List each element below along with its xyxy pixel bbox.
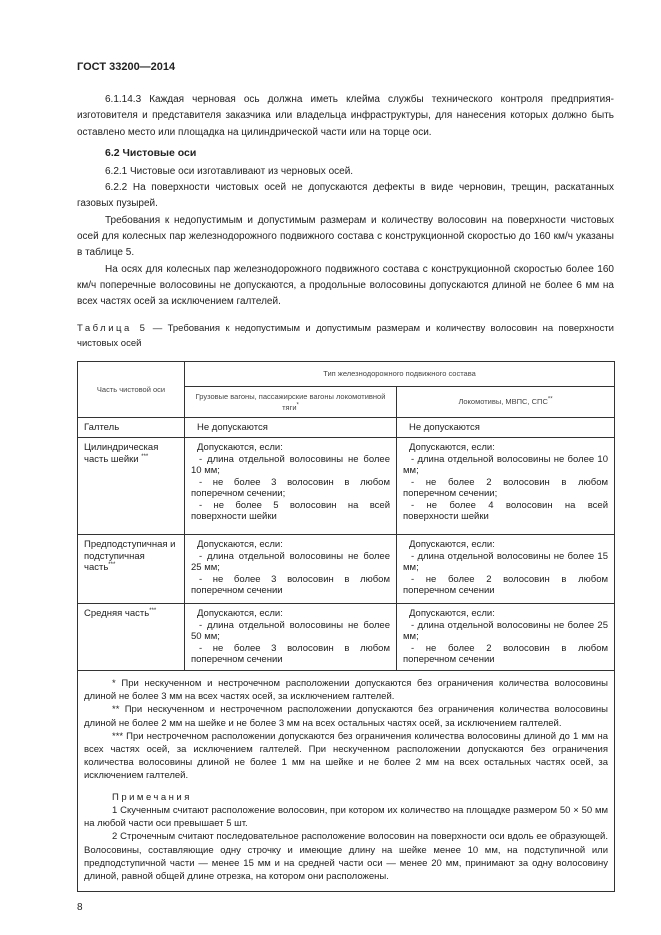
cell-line: - не более 3 волосовин в любом поперечном сечении;: [191, 476, 390, 500]
paragraph-6-2-1: 6.2.1 Чистовые оси изготавливают из черновых осей.: [105, 165, 354, 177]
footnote-mark: *: [296, 402, 299, 409]
table-row: [78, 604, 615, 671]
cell-part: [78, 535, 185, 604]
footnote-mark: **: [547, 396, 553, 403]
paragraph-high-speed-axes: На осях для колесных пар железнодорожного подвижного состава с конструкционной скоростью более 160 км/ч поперечные волосовины не допускаются, а продольные волосовины допускаются длиной не более 6 мм на всех частях осей за исключением галтелей.: [77, 263, 614, 308]
cell-part: [78, 417, 185, 438]
cell-line: Допускаются, если:: [409, 442, 495, 454]
header-freight: [185, 386, 397, 417]
paragraph-requirements: Требования к недопустимым и допустимым размерам и количеству волосовин на поверхности чистовых осей для колесных пар железнодорожного подвижного состава с конструкционной скоростью до 160 км/ч указаны в таблице 5.: [77, 214, 614, 259]
cell-line: - длина отдельной волосовины не более 25 мм;: [191, 550, 390, 574]
header-locomotives: [397, 386, 615, 417]
cell-line: - не более 3 волосовин в любом поперечном сечении: [191, 573, 390, 597]
cell-line: - длина отдельной волосовины не более 50 мм;: [191, 619, 390, 643]
footnote: * При нескученном и нестрочечном расположении допускаются без ограничения количества волосовины длиной не более 3 мм на всех частях осей, за исключением галтелей.: [84, 678, 609, 703]
table-row: [78, 417, 615, 438]
cell-locomotives: [397, 417, 615, 438]
footnote: *** При нестрочечном расположении допускаются без ограничения количества волосовины длиной до 1 мм на всех частях осей, за исключением галтелей. При нескученном расположении допускаются без ограничения количества волосовины длиной не более 1 мм на шейке и не более 2 мм на всех остальных частях осей, за исключением галтелей.: [84, 730, 609, 782]
cell-part: [78, 438, 185, 535]
cell-freight: [185, 417, 397, 438]
page-number: 8: [77, 902, 83, 914]
document-header: ГОСТ 33200—2014: [77, 61, 176, 73]
paragraph-6-2-2: 6.2.2 На поверхности чистовых осей не допускаются дефекты в виде черновин, трещин, раскатанных газовых пузырей.: [77, 182, 614, 210]
section-heading-6-2: 6.2 Чистовые оси: [105, 146, 197, 159]
cell-line: Не допускаются: [197, 421, 268, 433]
footnote: ** При нескученном и нестрочечном расположении допускаются без ограничения количества волосовины длиной не более 2 мм на шейке и не более 3 мм на всех остальных частях осей, за исключением галтелей.: [84, 704, 609, 729]
cell-line: - не более 3 волосовин в любом поперечном сечении: [191, 642, 390, 666]
cell-line: - не более 2 волосовин в любом поперечном сечении: [403, 573, 609, 597]
part-label: Средняя часть: [84, 608, 150, 620]
cell-locomotives: [397, 604, 615, 671]
cell-line: - не более 5 волосовин на всей поверхности шейки: [191, 499, 390, 523]
header-part: Часть чистовой оси: [78, 361, 185, 417]
cell-line: - длина отдельной волосовины не более 25 мм;: [403, 619, 609, 643]
cell-line: - не более 2 волосовин в любом поперечном сечении: [403, 642, 609, 666]
cell-freight: [185, 535, 397, 604]
footnote-mark: ***: [108, 561, 116, 568]
cell-locomotives: [397, 535, 615, 604]
part-label: Предподступичная и подступичная часть: [84, 539, 176, 574]
notes-title: Примечания: [112, 791, 192, 803]
table-caption: [77, 321, 614, 351]
cell-line: - не более 4 волосовин на всей поверхности шейки: [403, 499, 609, 523]
footnote-mark: ***: [141, 453, 149, 460]
cell-line: Допускаются, если:: [409, 539, 495, 551]
table-row: [78, 438, 615, 535]
cell-line: Не допускаются: [409, 421, 480, 433]
part-label: Галтель: [84, 421, 120, 433]
cell-line: - длина отдельной волосовины не более 10 мм;: [403, 453, 609, 477]
cell-locomotives: [397, 438, 615, 535]
header-locomotives-label: Локомотивы, МВПС, СПС: [458, 397, 548, 407]
note: 1 Скученным считают расположение волосовин, при котором их количество на площадке размером 50 × 50 мм на любой части оси превышает 5 шт.: [84, 804, 609, 830]
table-footnotes: [78, 671, 615, 892]
table-caption-text: — Требования к недопустимым и допустимым размерам и количеству волосовин на поверхности чистовых осей: [77, 322, 614, 349]
cell-line: Допускаются, если:: [197, 608, 283, 620]
table-caption-label: Таблица 5: [77, 322, 148, 334]
cell-line: Допускаются, если:: [197, 442, 283, 454]
header-type: Тип железнодорожного подвижного состава: [185, 361, 615, 386]
cell-line: - длина отдельной волосовины не более 10 мм;: [191, 453, 390, 477]
cell-freight: [185, 438, 397, 535]
note: 2 Строчечным считают последовательное расположение волосовин на поверхности оси вдоль ее образующей. Волосовины, составляющие одну строчку и имеющие длину на шейке менее 10 мм, на подступичной или предподступичной части — менее 15 мм и на средней части оси — менее 20 мм, принимают за одну волосовину длиной, равной общей длине отрезка, на котором они расположены.: [84, 831, 609, 882]
paragraph-6-1-14-3: 6.1.14.3 Каждая черновая ось должна иметь клейма службы технического контроля предприятия-изготовителя и представителя заказчика или владельца инфраструктуры, для нанесения которых должно быть оставлено место или площадка на цилиндрической части или на торце оси.: [77, 94, 614, 138]
requirements-table: [77, 361, 615, 893]
footnote-mark: ***: [149, 607, 157, 614]
header-freight-label: Грузовые вагоны, пассажирские вагоны локомотивной тяги: [195, 391, 386, 412]
cell-line: - не более 2 волосовин в любом поперечном сечении;: [403, 476, 609, 500]
cell-part: [78, 604, 185, 671]
body-text: [77, 92, 614, 311]
cell-line: Допускаются, если:: [409, 608, 495, 620]
cell-line: - длина отдельной волосовины не более 15 мм;: [403, 550, 609, 574]
table-row: [78, 535, 615, 604]
cell-freight: [185, 604, 397, 671]
cell-line: Допускаются, если:: [197, 539, 283, 551]
part-label: Цилиндрическая часть шейки: [84, 442, 159, 465]
